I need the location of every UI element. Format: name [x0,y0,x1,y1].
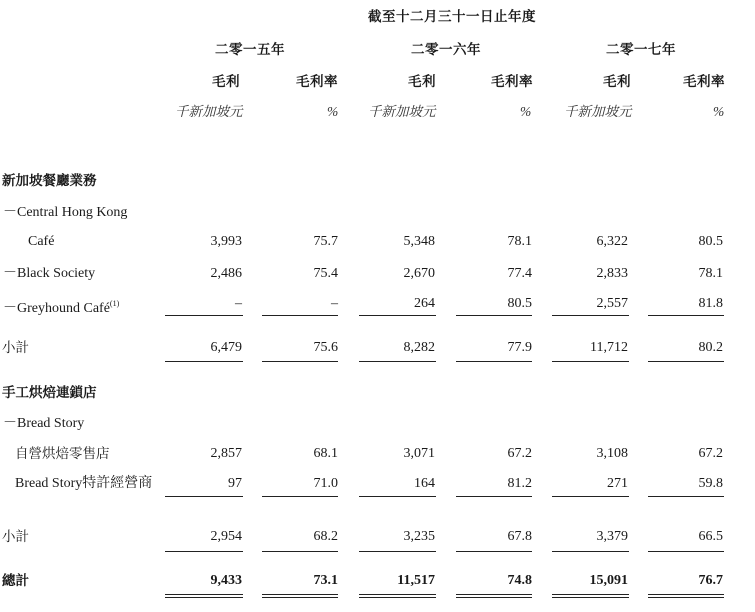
year-2015-header: 二零一五年 [215,42,285,58]
cell-fr-gp-2017: 271 [607,476,628,491]
cell-bs-gp-2016: 2,670 [403,266,435,281]
rule-total-gpm-2016 [456,551,532,552]
rule-sub1-gp-2016 [359,315,436,316]
rule-sub1-gpm-2016 [456,315,532,316]
cell-total-gp-2017: 15,091 [589,573,628,588]
cell-total-gpm-2017: 76.7 [698,573,723,588]
rule-total-gp-2015 [165,551,243,552]
rule-sub2-gp-2017 [552,496,629,497]
year-2016-header: 二零一六年 [411,42,481,58]
rule-after-sub1-gp-2017 [552,361,629,362]
cell-bs-gpm-2017: 78.1 [698,266,723,281]
cell-chk-gp-2016: 5,348 [403,234,435,249]
cell-total-gpm-2016: 74.8 [507,573,532,588]
unit-sgd-2016: 千新加坡元 [368,104,436,120]
rule-total-gpm-2017 [648,551,724,552]
double-rule-total-gp-2017 [552,594,629,598]
rule-sub2-gpm-2016 [456,496,532,497]
cell-chk-gpm-2015: 75.7 [313,234,338,249]
cell-total-gpm-2015: 73.1 [313,573,338,588]
cell-gh-gpm-2016: 80.5 [507,296,532,311]
cell-self-gpm-2015: 68.1 [313,446,338,461]
row-label-greyhound [3,295,119,318]
cell-bs-gp-2015: 2,486 [210,266,242,281]
unit-sgd-2017: 千新加坡元 [564,104,632,120]
row-label-chk-line1: －Central Hong Kong [3,205,128,220]
cell-sub1-gpm-2015: 75.6 [313,340,338,355]
cell-gh-gp-2016: 264 [414,296,435,311]
rule-sub1-gpm-2017 [648,315,724,316]
cell-chk-gp-2015: 3,993 [210,234,242,249]
cell-self-gpm-2016: 67.2 [507,446,532,461]
cell-sub2-gp-2016: 3,235 [403,529,435,544]
cell-bs-gp-2017: 2,833 [596,266,628,281]
rule-after-sub1-gp-2016 [359,361,436,362]
rule-sub2-gpm-2015 [262,496,338,497]
cell-sub2-gpm-2017: 66.5 [698,529,723,544]
col-gpm-2015: 毛利率 [296,74,338,90]
cell-gh-gp-2015: – [235,296,242,311]
cell-chk-gpm-2017: 80.5 [698,234,723,249]
cell-gh-gp-2017: 2,557 [596,296,628,311]
cell-fr-gpm-2015: 71.0 [313,476,338,491]
unit-pct-2015: % [327,104,339,119]
double-rule-total-gpm-2015 [262,594,338,598]
greyhound-footnote-marker: (1) [109,299,120,308]
cell-self-gp-2017: 3,108 [596,446,628,461]
cell-chk-gpm-2016: 78.1 [507,234,532,249]
rule-sub1-gpm-2015 [262,315,338,316]
row-label-chk-line2: Café [28,234,55,249]
cell-sub1-gpm-2016: 77.9 [507,340,532,355]
rule-after-sub1-gpm-2015 [262,361,338,362]
row-label-franchisees: Bread Story特許經營商 [15,476,153,491]
cell-sub1-gp-2016: 8,282 [403,340,435,355]
col-gp-2016: 毛利 [408,74,436,90]
cell-sub2-gpm-2016: 67.8 [507,529,532,544]
row-label-bread-story: －Bread Story [3,416,85,431]
unit-pct-2017: % [713,104,725,119]
col-gpm-2017: 毛利率 [683,74,725,90]
rule-after-sub1-gpm-2016 [456,361,532,362]
cell-fr-gp-2015: 97 [228,476,242,491]
cell-sub2-gpm-2015: 68.2 [313,529,338,544]
cell-self-gpm-2017: 67.2 [698,446,723,461]
year-2017-header: 二零一七年 [606,42,676,58]
row-label-subtotal-2: 小計 [2,529,29,545]
rule-total-gp-2017 [552,551,629,552]
period-header: 截至十二月三十一日止年度 [368,9,536,25]
cell-sub2-gp-2015: 2,954 [210,529,242,544]
cell-sub1-gp-2015: 6,479 [210,340,242,355]
section-handmade-title: 手工烘焙連鎖店 [2,385,97,401]
section-singapore-title: 新加坡餐廳業務 [2,173,97,189]
col-gp-2017: 毛利 [603,74,631,90]
double-rule-total-gp-2016 [359,594,436,598]
cell-self-gp-2016: 3,071 [403,446,435,461]
cell-gh-gpm-2017: 81.8 [698,296,723,311]
rule-total-gpm-2015 [262,551,338,552]
unit-sgd-2015: 千新加坡元 [175,104,243,120]
double-rule-total-gpm-2017 [648,594,724,598]
unit-pct-2016: % [520,104,532,119]
cell-gh-gpm-2015: – [331,296,338,311]
rule-sub1-gp-2015 [165,315,243,316]
greyhound-label-text: －Greyhound Café [3,301,110,316]
cell-fr-gpm-2016: 81.2 [507,476,532,491]
double-rule-total-gp-2015 [165,594,243,598]
col-gpm-2016: 毛利率 [491,74,533,90]
row-label-self-operated: 自營烘焙零售店 [15,446,110,462]
rule-sub2-gpm-2017 [648,496,724,497]
cell-total-gp-2016: 11,517 [397,573,435,588]
cell-bs-gpm-2015: 75.4 [313,266,338,281]
rule-sub2-gp-2015 [165,496,243,497]
rule-after-sub1-gpm-2017 [648,361,724,362]
cell-bs-gpm-2016: 77.4 [507,266,532,281]
cell-self-gp-2015: 2,857 [210,446,242,461]
double-rule-total-gpm-2016 [456,594,532,598]
cell-sub2-gp-2017: 3,379 [596,529,628,544]
cell-sub1-gp-2017: 11,712 [590,340,628,355]
rule-sub1-gp-2017 [552,315,629,316]
rule-total-gp-2016 [359,551,436,552]
cell-sub1-gpm-2017: 80.2 [698,340,723,355]
cell-fr-gp-2016: 164 [414,476,435,491]
cell-fr-gpm-2017: 59.8 [698,476,723,491]
rule-sub2-gp-2016 [359,496,436,497]
cell-total-gp-2015: 9,433 [210,573,242,588]
row-label-subtotal-1: 小計 [2,340,29,356]
row-label-black-society: －Black Society [3,266,96,281]
row-label-total: 總計 [2,573,29,589]
cell-chk-gp-2017: 6,322 [596,234,628,249]
rule-after-sub1-gp-2015 [165,361,243,362]
col-gp-2015: 毛利 [212,74,240,90]
